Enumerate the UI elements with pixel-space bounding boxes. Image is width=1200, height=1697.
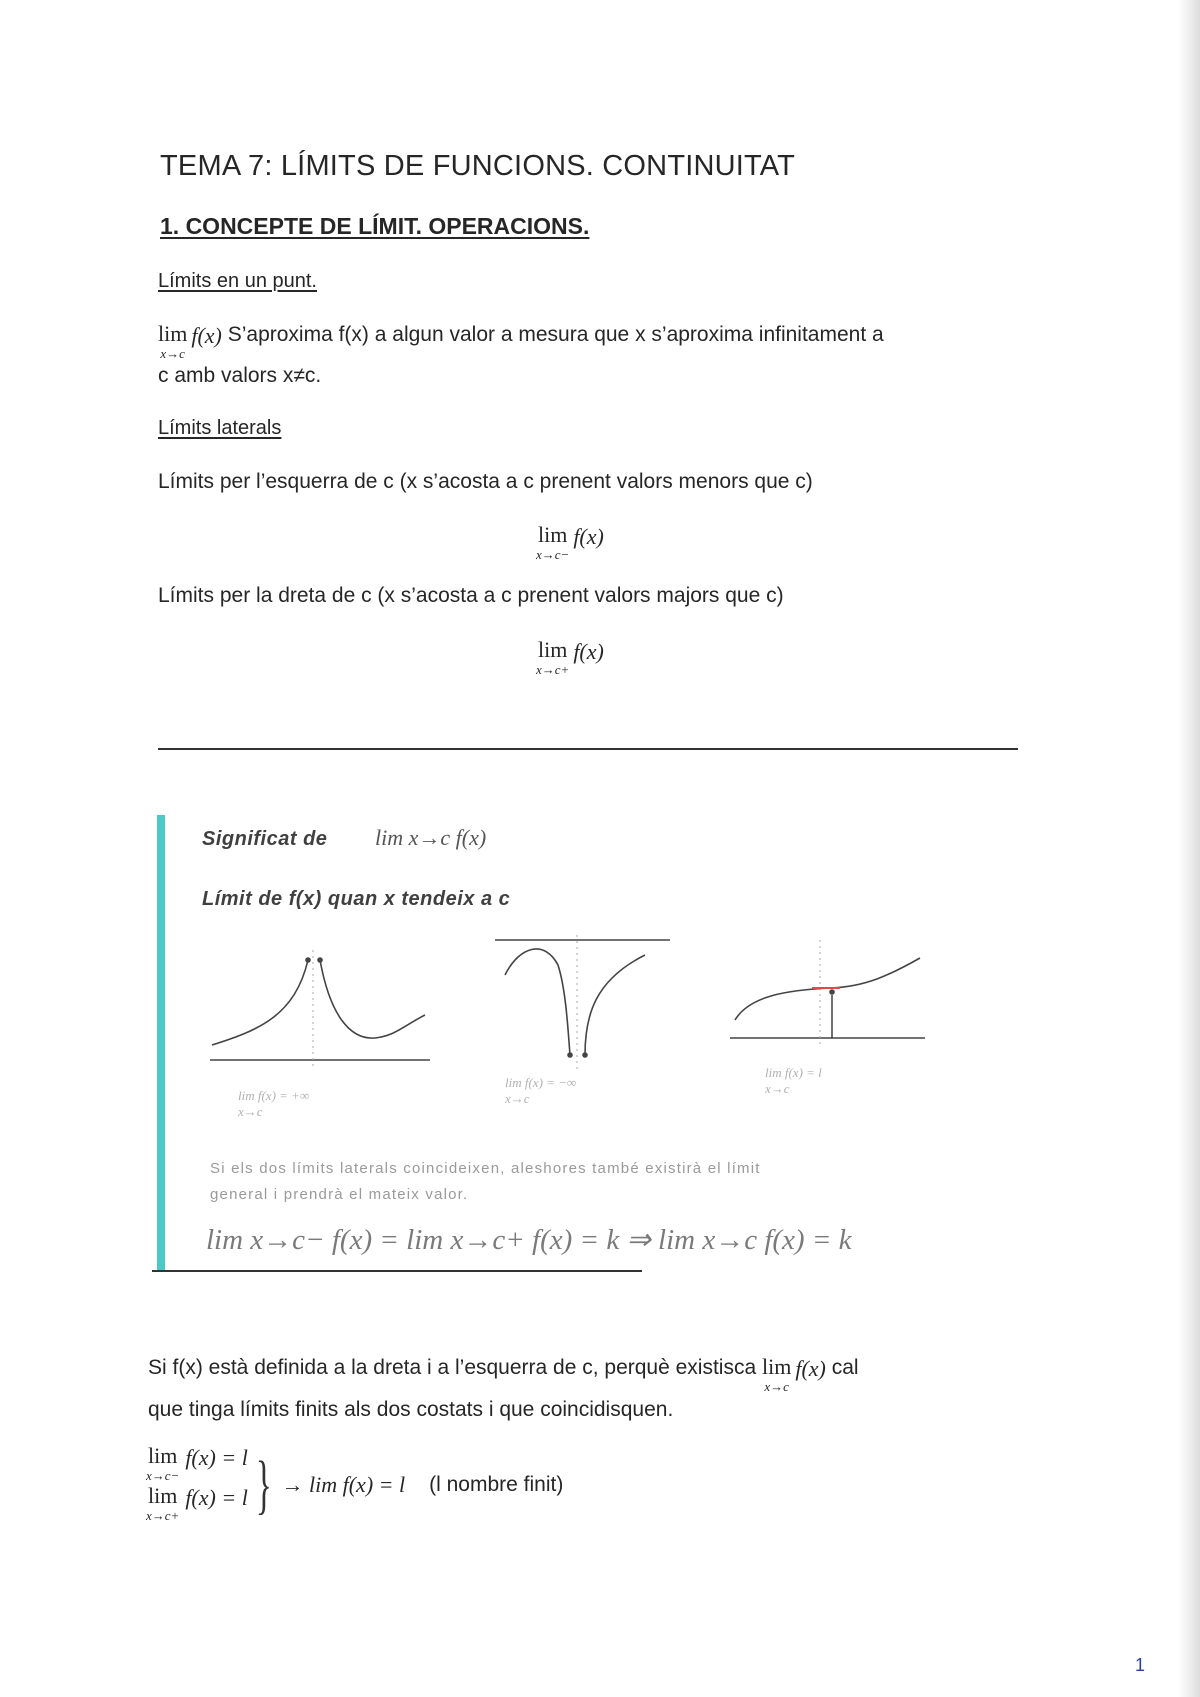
figure-equation: lim x→c− f(x) = lim x→c+ f(x) = k ⇒ lim x→c f(x) = k (206, 1224, 852, 1256)
figure-note-cont: general i prendrà el mateix valor. (210, 1186, 469, 1203)
subheading-limit-point: Límits en un punt. (158, 270, 317, 292)
definition-text: S’aproxima f(x) a algun valor a mesura que x s’aproxima infinitament a (227, 323, 884, 346)
caption-plus-infinity: lim f(x) = +∞ x→c (238, 1088, 310, 1119)
limit-definition-line (158, 323, 884, 360)
lim-operator: lim x→c (158, 321, 188, 361)
definition-text-cont: c amb valors x≠c. (158, 364, 322, 387)
left-limit-text: Límits per l’esquerra de c (x s’acosta a c prenent valors menors que c) (158, 470, 813, 493)
existence-text: Si f(x) està definida a la dreta i a l’esquerra de c, perquè existisca lim x→c f(x) cal (148, 1354, 859, 1394)
right-limit-formula: lim x→c+ f(x) (536, 637, 604, 677)
figure-subtitle: Límit de f(x) quan x tendeix a c (202, 888, 511, 910)
figure-title: Significat de (202, 828, 328, 850)
document-title: TEMA 7: LÍMITS DE FUNCIONS. CONTINUITAT (160, 150, 796, 182)
graph-finite-limit (730, 940, 925, 1045)
subheading-lateral-limits: Límits laterals (158, 417, 282, 439)
lateral-limits-system: lim x→c− f(x) = l lim x→c+ f(x) = l } → lim f(x) = l (l nombre finit) (146, 1443, 564, 1523)
left-limit-formula: lim x→c− f(x) (536, 522, 604, 562)
right-brace: } (255, 1448, 272, 1521)
figure-underline (152, 1270, 642, 1272)
page-edge (1178, 0, 1200, 1697)
existence-text-cont: que tinga límits finits als dos costats i que coincidisquen. (148, 1398, 674, 1421)
right-limit-text: Límits per la dreta de c (x s’acosta a c prenent valors majors que c) (158, 584, 784, 607)
figure-title-math: lim x→c f(x) (375, 825, 487, 850)
caption-finite-limit: lim f(x) = l x→c (765, 1065, 822, 1096)
caption-minus-infinity: lim f(x) = −∞ x→c (505, 1075, 577, 1106)
teal-accent-bar (157, 815, 165, 1270)
limit-graphs (200, 920, 960, 1120)
fx-expression: f(x) (191, 323, 222, 348)
section-heading: 1. CONCEPTE DE LÍMIT. OPERACIONS. (160, 213, 590, 239)
finite-note: (l nombre finit) (429, 1473, 564, 1496)
graph-plus-infinity (210, 950, 430, 1070)
limit-result: → lim f(x) = l (281, 1472, 406, 1497)
horizontal-rule (158, 748, 1018, 750)
lim-operator: lim x→c (762, 1354, 792, 1394)
page-number: 1 (1135, 1655, 1146, 1675)
graph-minus-infinity (495, 935, 670, 1070)
figure-note: Si els dos límits laterals coincideixen, aleshores també existirà el límit (210, 1160, 761, 1177)
